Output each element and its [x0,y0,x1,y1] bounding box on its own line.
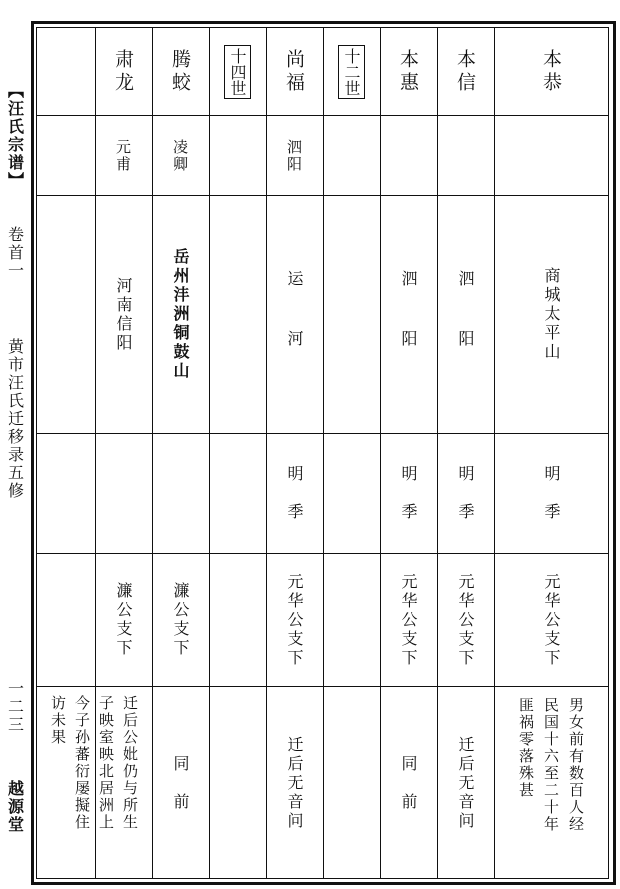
name-cell [380,28,437,115]
person-name: 本惠 [397,48,419,95]
book-title [2,82,28,190]
remark-cell [380,687,437,879]
hall-name [2,780,28,834]
remark-cell [152,687,209,879]
branch-text: 元华公支下 [285,572,304,668]
branch-cell [437,554,494,686]
name-cell [437,28,494,115]
section-label [2,338,28,500]
branch-text: 濂公支下 [114,582,133,658]
origin-cell [266,116,323,195]
volume-text: 卷首一 [5,226,25,280]
branch-text: 元华公支下 [542,572,561,668]
branch-cell [494,554,609,686]
branch-cell [152,554,209,686]
period-cell [494,434,609,553]
page-number [2,680,28,734]
origin-text: 泗阳 [285,138,303,173]
origin-cell [95,116,152,195]
period-cell [266,434,323,553]
branch-cell [266,554,323,686]
residence-text: 泗 阳 [456,269,475,360]
remark-line: 今子孙蕃衍屡擬住 [73,695,91,831]
remark-cell [437,687,494,879]
residence-text: 泗 阳 [399,269,418,360]
residence-cell [380,196,437,433]
name-cell [152,28,209,115]
origin-text: 元甫 [114,138,132,173]
residence-text: 商城太平山 [542,267,561,362]
remark-line: 男女前有数百人经 [567,697,585,833]
residence-text: 河南信阳 [114,276,133,353]
generation-cell [323,28,380,115]
remark-line: 同 前 [171,754,190,812]
person-name: 肃龙 [112,48,134,95]
remark-cell [266,687,323,879]
generation-label: 十四世 [224,45,251,99]
volume-label [2,226,28,280]
remark-line: 匪祸零落殊甚 [517,697,535,799]
remark-line: 同 前 [399,754,418,812]
person-name: 本信 [454,48,476,95]
residence-text: 岳州沣洲铜鼓山 [171,248,190,381]
column-divider [323,27,324,879]
remark-line: 迁后无音问 [285,735,304,831]
page-number-text: 一二三 [5,680,25,734]
generation-label: 十二世 [338,45,365,99]
period-cell [437,434,494,553]
period-text: 明 季 [399,465,418,522]
branch-text: 濂公支下 [171,582,190,658]
residence-cell [266,196,323,433]
remark-line: 访未果 [49,695,67,746]
remark-cell [37,687,152,879]
person-name: 腾蛟 [169,48,191,95]
name-cell [494,28,609,115]
residence-cell [494,196,609,433]
remark-line: 迁后无音问 [456,735,475,831]
section-text: 黄市汪氏迁移录五修 [5,338,25,500]
origin-cell [152,116,209,195]
branch-cell [380,554,437,686]
name-cell [95,28,152,115]
branch-cell [95,554,152,686]
branch-text: 元华公支下 [399,572,418,668]
period-cell [380,434,437,553]
book-title-text: 【汪氏宗谱】 [5,82,25,190]
generation-cell [209,28,266,115]
period-text: 明 季 [285,465,304,522]
person-name: 尚福 [283,48,305,95]
residence-cell [437,196,494,433]
period-text: 明 季 [456,465,475,522]
remark-line: 迁后公妣仍与所生 [121,695,139,831]
branch-text: 元华公支下 [456,572,475,668]
column-divider [209,27,210,879]
residence-text: 运 河 [285,269,304,360]
origin-text: 凌卿 [171,138,189,173]
remark-cell [494,687,609,879]
name-cell [266,28,323,115]
remark-line: 民国十六至二十年 [542,697,560,833]
residence-cell [95,196,152,433]
person-name: 本恭 [540,48,562,95]
period-text: 明 季 [542,465,561,522]
remark-line: 子映室映北居洲上 [97,695,115,831]
hall-name-text: 越源堂 [5,780,25,834]
residence-cell [152,196,209,433]
